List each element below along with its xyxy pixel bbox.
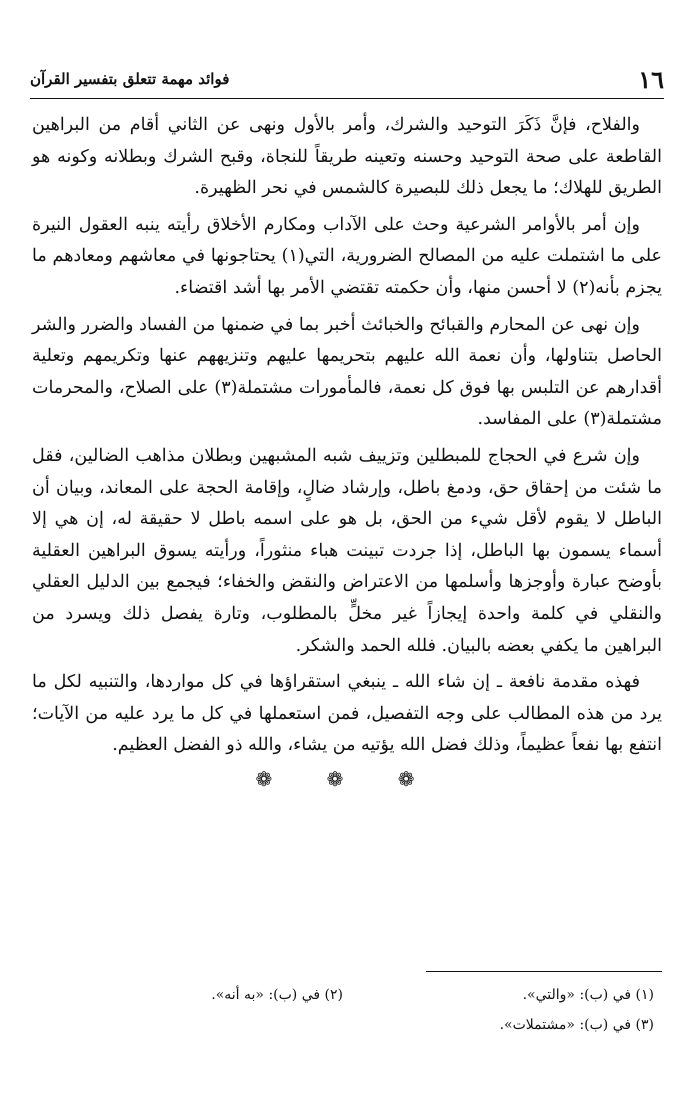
- page-number: ١٦: [638, 64, 664, 94]
- footnote-1: (١) في (ب): «والتي».: [522, 987, 654, 1003]
- paragraph: فهذه مقدمة نافعة ـ إن شاء الله ـ ينبغي استقراؤها في كل مواردها، والتنبيه لكل ما يرد من هذه المطالب على وجه التفصيل، فمن استعملها في كل ما يرد عليه من الآيات؛ انتفع بها نفعاً عظيماً، وذلك فضل الله يؤتيه من يشاء، والله ذو الفضل العظيم.: [32, 672, 662, 756]
- footnote-row: [32, 1010, 654, 1040]
- footnotes: [32, 980, 654, 1040]
- body-text: [32, 110, 662, 791]
- section-ornament: ❁ ❁ ❁: [255, 766, 439, 791]
- paragraph: وإن شرع في الحجاج للمبطلين وتزييف شبه المشبهين وبطلان مذاهب الضالين، فقل ما شئت من إحقاق حق، ودمغ باطل، وإرشاد ضالٍ، وإقامة الحجة على المعاند، وبيان أن الباطل لا يقوم لأقل شيء من الحق، بل هو على اسمه باطل لا حقيقة له، إن هي إلا أسماء يسمون بها الباطل، إذا جردت تبينت هباء منثوراً، ورأيته يسوق البراهين العقلية بأوضح عبارة وأوجزها وأسلمها من الاعتراض والنقض والخفاء؛ فيجمع بين الدليل العقلي والنقلي في كلمة واحدة إيجازاً غير مخلٍّ بالمطلوب، وتارة يفصل ذلك ويسرد من البراهين ما يكفي بعضه بالبيان. فلله الحمد والشكر.: [32, 445, 662, 656]
- footnote-2: (٢) في (ب): «به أنه».: [211, 987, 343, 1003]
- running-header: [30, 62, 664, 96]
- paragraph: والفلاح، فإنَّ ذَكَرَ التوحيد والشرك، وأمر بالأول ونهى عن الثاني أقام من البراهين القاطعة على صحة التوحيد وحسنه وتعينه طريقاً للنجاة، وقبح الشرك وبطلانه وكونه هو الطريق للهلاك؛ ما يجعل ذلك للبصيرة كالشمس في نحر الظهيرة.: [32, 115, 662, 199]
- footnote-row: [32, 980, 654, 1010]
- header-divider: [30, 98, 664, 99]
- running-title: فوائد مهمة تتعلق بتفسير القرآن: [30, 70, 230, 88]
- paragraph: وإن أمر بالأوامر الشرعية وحث على الآداب ومكارم الأخلاق رأيته ينبه العقول النيرة على ما اشتملت عليه من المصالح الضرورية، التي(١) يحتاجونها في معاشهم ومعادهم ما يجزم بأنه(٢) لا أحسن منها، وأن حكمته تقتضي الأمر بها أشد اقتضاء.: [32, 214, 662, 298]
- footnote-divider: [426, 971, 662, 972]
- paragraph: وإن نهى عن المحارم والقبائح والخبائث أخبر بما في ضمنها من الفساد والضرر والشر الحاصل بتناولها، وأن نعمة الله عليهم بتحريمها عليهم وتنزيههم عنها وتكريمهم وتعلية أقدارهم عن التلبس بها فوق كل نعمة، فالمأمورات مشتملة(٣) على الصلاح، والمحرمات مشتملة(٣) على المفاسد.: [32, 314, 662, 430]
- footnote-3: (٣) في (ب): «مشتملات».: [499, 1017, 654, 1033]
